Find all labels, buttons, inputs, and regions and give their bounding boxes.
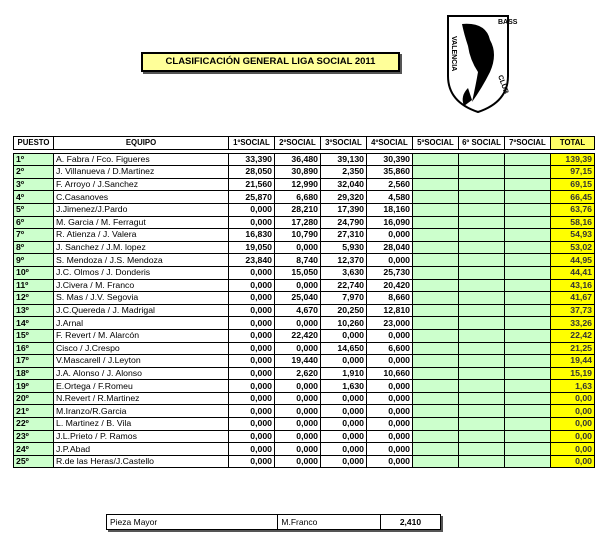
score-cell: 0,000 [275,392,321,405]
empty-score-cell [459,342,505,355]
table-row [14,153,595,166]
team-cell: A. Fabra / Fco. Figueres [54,153,229,166]
position-cell: 3º [14,178,54,191]
empty-score-cell [505,178,551,191]
total-cell: 139,39 [551,153,595,166]
empty-score-cell [459,355,505,368]
score-cell: 0,000 [229,367,275,380]
score-cell: 0,000 [367,229,413,242]
table-row [14,443,595,456]
table-row [14,178,595,191]
score-cell: 0,000 [229,405,275,418]
score-cell: 32,040 [321,178,367,191]
score-cell: 28,050 [229,166,275,179]
empty-score-cell [413,342,459,355]
header-cell: 6º SOCIAL [459,137,505,150]
score-cell: 36,480 [275,153,321,166]
empty-score-cell [459,380,505,393]
position-cell: 4º [14,191,54,204]
table-row [14,166,595,179]
empty-score-cell [505,216,551,229]
team-cell: F. Arroyo / J.Sanchez [54,178,229,191]
score-cell: 0,000 [275,430,321,443]
score-cell: 0,000 [275,443,321,456]
empty-score-cell [413,279,459,292]
total-cell: 33,26 [551,317,595,330]
position-cell: 21º [14,405,54,418]
empty-score-cell [459,418,505,431]
team-cell: Cisco / J.Crespo [54,342,229,355]
score-cell: 21,560 [229,178,275,191]
table-row [14,203,595,216]
score-cell: 22,420 [275,329,321,342]
empty-score-cell [505,254,551,267]
empty-score-cell [459,405,505,418]
score-cell: 35,860 [367,166,413,179]
empty-score-cell [413,367,459,380]
score-cell: 0,000 [229,266,275,279]
team-cell: R. Atienza / J. Valera [54,229,229,242]
empty-score-cell [505,405,551,418]
empty-score-cell [505,418,551,431]
total-cell: 97,15 [551,166,595,179]
score-cell: 18,160 [367,203,413,216]
empty-score-cell [459,279,505,292]
total-cell: 0,00 [551,430,595,443]
score-cell: 0,000 [229,203,275,216]
position-cell: 16º [14,342,54,355]
score-cell: 0,000 [321,443,367,456]
score-cell: 23,000 [367,317,413,330]
score-cell: 0,000 [367,329,413,342]
score-cell: 0,000 [275,317,321,330]
empty-score-cell [459,392,505,405]
position-cell: 15º [14,329,54,342]
score-cell: 27,310 [321,229,367,242]
score-cell: 10,260 [321,317,367,330]
score-cell: 0,000 [367,380,413,393]
empty-score-cell [505,455,551,468]
score-cell: 0,000 [321,418,367,431]
score-cell: 10,790 [275,229,321,242]
score-cell: 4,670 [275,304,321,317]
team-cell: M.Iranzo/R.Garcia [54,405,229,418]
position-cell: 22º [14,418,54,431]
empty-score-cell [413,405,459,418]
total-cell: 44,95 [551,254,595,267]
score-cell: 0,000 [275,241,321,254]
team-cell: N.Revert / R.Martinez [54,392,229,405]
empty-score-cell [459,292,505,305]
team-cell: C.Casanoves [54,191,229,204]
score-cell: 0,000 [229,455,275,468]
empty-score-cell [413,443,459,456]
table-row [14,380,595,393]
empty-score-cell [459,178,505,191]
biggest-catch-label: Pieza Mayor [107,515,278,529]
score-cell: 0,000 [229,292,275,305]
header-cell: 1ºSOCIAL [229,137,275,150]
score-cell: 16,830 [229,229,275,242]
team-cell: F. Revert / M. Alarcón [54,329,229,342]
total-cell: 0,00 [551,405,595,418]
position-cell: 19º [14,380,54,393]
team-cell: E.Ortega / F.Romeu [54,380,229,393]
table-row [14,229,595,242]
total-cell: 19,44 [551,355,595,368]
team-cell: J.Jimenez/J.Pardo [54,203,229,216]
score-cell: 0,000 [275,455,321,468]
position-cell: 7º [14,229,54,242]
position-cell: 1º [14,153,54,166]
score-cell: 0,000 [229,443,275,456]
empty-score-cell [413,241,459,254]
table-row [14,355,595,368]
total-cell: 69,15 [551,178,595,191]
score-cell: 25,730 [367,266,413,279]
score-cell: 17,390 [321,203,367,216]
score-cell: 0,000 [275,380,321,393]
total-cell: 58,16 [551,216,595,229]
score-cell: 0,000 [367,392,413,405]
header-cell: 5ºSOCIAL [413,137,459,150]
empty-score-cell [505,166,551,179]
team-cell: S. Mas / J.V. Segovia [54,292,229,305]
total-cell: 0,00 [551,443,595,456]
header-row [14,137,595,150]
empty-score-cell [413,216,459,229]
team-cell: L. Martinez / B. Vila [54,418,229,431]
score-cell: 19,050 [229,241,275,254]
empty-score-cell [505,380,551,393]
empty-score-cell [505,292,551,305]
empty-score-cell [459,241,505,254]
score-cell: 14,650 [321,342,367,355]
score-cell: 0,000 [229,380,275,393]
team-cell: J. Sanchez / J.M. lopez [54,241,229,254]
empty-score-cell [413,153,459,166]
empty-score-cell [459,229,505,242]
position-cell: 6º [14,216,54,229]
table-row [14,317,595,330]
score-cell: 2,560 [367,178,413,191]
empty-score-cell [505,229,551,242]
position-cell: 2º [14,166,54,179]
score-cell: 6,600 [367,342,413,355]
header-cell: 7ºSOCIAL [505,137,551,150]
score-cell: 0,000 [229,279,275,292]
score-cell: 0,000 [321,355,367,368]
score-cell: 0,000 [275,342,321,355]
empty-score-cell [505,317,551,330]
total-cell: 54,93 [551,229,595,242]
position-cell: 23º [14,430,54,443]
position-cell: 8º [14,241,54,254]
header-cell: EQUIPO [54,137,229,150]
score-cell: 0,000 [367,455,413,468]
empty-score-cell [413,178,459,191]
empty-score-cell [505,266,551,279]
empty-score-cell [505,304,551,317]
score-cell: 16,090 [367,216,413,229]
empty-score-cell [413,455,459,468]
total-cell: 0,00 [551,392,595,405]
total-cell: 53,02 [551,241,595,254]
empty-score-cell [505,241,551,254]
position-cell: 24º [14,443,54,456]
table-row [14,191,595,204]
score-cell: 1,910 [321,367,367,380]
score-cell: 12,810 [367,304,413,317]
team-cell: J.A. Alonso / J. Alonso [54,367,229,380]
team-cell: J.L.Prieto / P. Ramos [54,430,229,443]
position-cell: 10º [14,266,54,279]
empty-score-cell [459,329,505,342]
score-cell: 15,050 [275,266,321,279]
score-cell: 6,680 [275,191,321,204]
svg-text:CLUB: CLUB [496,74,510,95]
team-cell: J.Arnal [54,317,229,330]
empty-score-cell [459,266,505,279]
score-cell: 33,390 [229,153,275,166]
empty-score-cell [413,317,459,330]
empty-score-cell [505,203,551,216]
table-row [14,418,595,431]
total-cell: 15,19 [551,367,595,380]
score-cell: 0,000 [367,418,413,431]
table-row [14,342,595,355]
total-cell: 43,16 [551,279,595,292]
position-cell: 9º [14,254,54,267]
total-cell: 41,67 [551,292,595,305]
total-cell: 1,63 [551,380,595,393]
biggest-catch-angler: M.Franco [278,515,380,529]
position-cell: 5º [14,203,54,216]
empty-score-cell [459,166,505,179]
table-row [14,279,595,292]
header-cell: 3ºSOCIAL [321,137,367,150]
team-cell: M. Garcia / M. Ferragut [54,216,229,229]
empty-score-cell [459,304,505,317]
empty-score-cell [505,342,551,355]
score-cell: 0,000 [321,455,367,468]
score-cell: 2,620 [275,367,321,380]
svg-text:VALENCIA: VALENCIA [450,36,457,72]
score-cell: 0,000 [367,405,413,418]
empty-score-cell [413,380,459,393]
header-cell: PUESTO [14,137,54,150]
biggest-catch-weight: 2,410 [399,517,422,527]
empty-score-cell [505,367,551,380]
table-row [14,266,595,279]
score-cell: 20,420 [367,279,413,292]
score-cell: 0,000 [367,355,413,368]
team-cell: S. Mendoza / J.S. Mendoza [54,254,229,267]
empty-score-cell [505,430,551,443]
club-logo [438,14,518,114]
score-cell: 0,000 [275,279,321,292]
position-cell: 13º [14,304,54,317]
position-cell: 14º [14,317,54,330]
empty-score-cell [459,153,505,166]
score-cell: 25,870 [229,191,275,204]
score-cell: 0,000 [275,405,321,418]
empty-score-cell [505,191,551,204]
score-cell: 0,000 [229,317,275,330]
table-row [14,304,595,317]
team-cell: J.P.Abad [54,443,229,456]
score-cell: 24,790 [321,216,367,229]
score-cell: 20,250 [321,304,367,317]
header-cell: 4ºSOCIAL [367,137,413,150]
total-cell: 0,00 [551,418,595,431]
total-cell: 66,45 [551,191,595,204]
empty-score-cell [413,166,459,179]
ranking-table [13,136,595,468]
team-cell: R.de las Heras/J.Castello [54,455,229,468]
page-title: CLASIFICACIÓN GENERAL LIGA SOCIAL 2011 [141,52,400,72]
empty-score-cell [459,367,505,380]
score-cell: 0,000 [229,418,275,431]
score-cell: 0,000 [229,355,275,368]
empty-score-cell [505,392,551,405]
team-cell: J.Civera / M. Franco [54,279,229,292]
empty-score-cell [413,254,459,267]
empty-score-cell [413,229,459,242]
empty-score-cell [413,191,459,204]
score-cell: 0,000 [367,443,413,456]
score-cell: 28,040 [367,241,413,254]
total-cell: 37,73 [551,304,595,317]
empty-score-cell [505,355,551,368]
empty-score-cell [459,191,505,204]
position-cell: 25º [14,455,54,468]
table-row [14,392,595,405]
total-cell: 63,76 [551,203,595,216]
empty-score-cell [505,329,551,342]
score-cell: 29,320 [321,191,367,204]
svg-text:BASS: BASS [498,19,518,26]
score-cell: 1,630 [321,380,367,393]
empty-score-cell [459,216,505,229]
position-cell: 11º [14,279,54,292]
score-cell: 0,000 [367,430,413,443]
empty-score-cell [413,418,459,431]
score-cell: 7,970 [321,292,367,305]
header-cell: TOTAL [551,137,595,150]
score-cell: 3,630 [321,266,367,279]
score-cell: 25,040 [275,292,321,305]
empty-score-cell [413,430,459,443]
score-cell: 0,000 [229,342,275,355]
team-cell: J.C.Quereda / J. Madrigal [54,304,229,317]
empty-score-cell [505,153,551,166]
biggest-catch-box [106,514,441,530]
team-cell: J. Villanueva / D.Martinez [54,166,229,179]
score-cell: 22,740 [321,279,367,292]
empty-score-cell [413,203,459,216]
header-cell: 2ºSOCIAL [275,137,321,150]
ranking-body [14,149,595,468]
table-row [14,292,595,305]
score-cell: 30,890 [275,166,321,179]
empty-score-cell [413,266,459,279]
score-cell: 0,000 [321,392,367,405]
score-cell: 0,000 [229,329,275,342]
score-cell: 8,740 [275,254,321,267]
score-cell: 12,370 [321,254,367,267]
table-row [14,405,595,418]
position-cell: 12º [14,292,54,305]
score-cell: 0,000 [229,392,275,405]
team-cell: J.C. Olmos / J. Donderis [54,266,229,279]
table-row [14,455,595,468]
score-cell: 0,000 [367,254,413,267]
score-cell: 0,000 [229,216,275,229]
table-row [14,241,595,254]
empty-score-cell [459,430,505,443]
score-cell: 2,350 [321,166,367,179]
score-cell: 0,000 [275,418,321,431]
empty-score-cell [459,455,505,468]
total-cell: 0,00 [551,455,595,468]
position-cell: 18º [14,367,54,380]
table-row [14,430,595,443]
score-cell: 12,990 [275,178,321,191]
score-cell: 0,000 [321,405,367,418]
empty-score-cell [459,443,505,456]
empty-score-cell [459,254,505,267]
table-row [14,216,595,229]
score-cell: 39,130 [321,153,367,166]
empty-score-cell [413,304,459,317]
score-cell: 0,000 [321,430,367,443]
total-cell: 22,42 [551,329,595,342]
score-cell: 4,580 [367,191,413,204]
score-cell: 10,660 [367,367,413,380]
score-cell: 23,840 [229,254,275,267]
score-cell: 0,000 [229,430,275,443]
empty-score-cell [505,443,551,456]
score-cell: 28,210 [275,203,321,216]
score-cell: 19,440 [275,355,321,368]
empty-score-cell [459,317,505,330]
position-cell: 20º [14,392,54,405]
empty-score-cell [459,203,505,216]
table-row [14,254,595,267]
total-cell: 21,25 [551,342,595,355]
empty-score-cell [505,279,551,292]
total-cell: 44,41 [551,266,595,279]
empty-score-cell [413,292,459,305]
score-cell: 30,390 [367,153,413,166]
team-cell: V.Mascarell / J.Leyton [54,355,229,368]
score-cell: 0,000 [321,329,367,342]
score-cell: 0,000 [229,304,275,317]
position-cell: 17º [14,355,54,368]
empty-score-cell [413,355,459,368]
score-cell: 8,660 [367,292,413,305]
empty-score-cell [413,329,459,342]
table-row [14,329,595,342]
empty-score-cell [413,392,459,405]
score-cell: 17,280 [275,216,321,229]
table-row [14,367,595,380]
score-cell: 5,930 [321,241,367,254]
